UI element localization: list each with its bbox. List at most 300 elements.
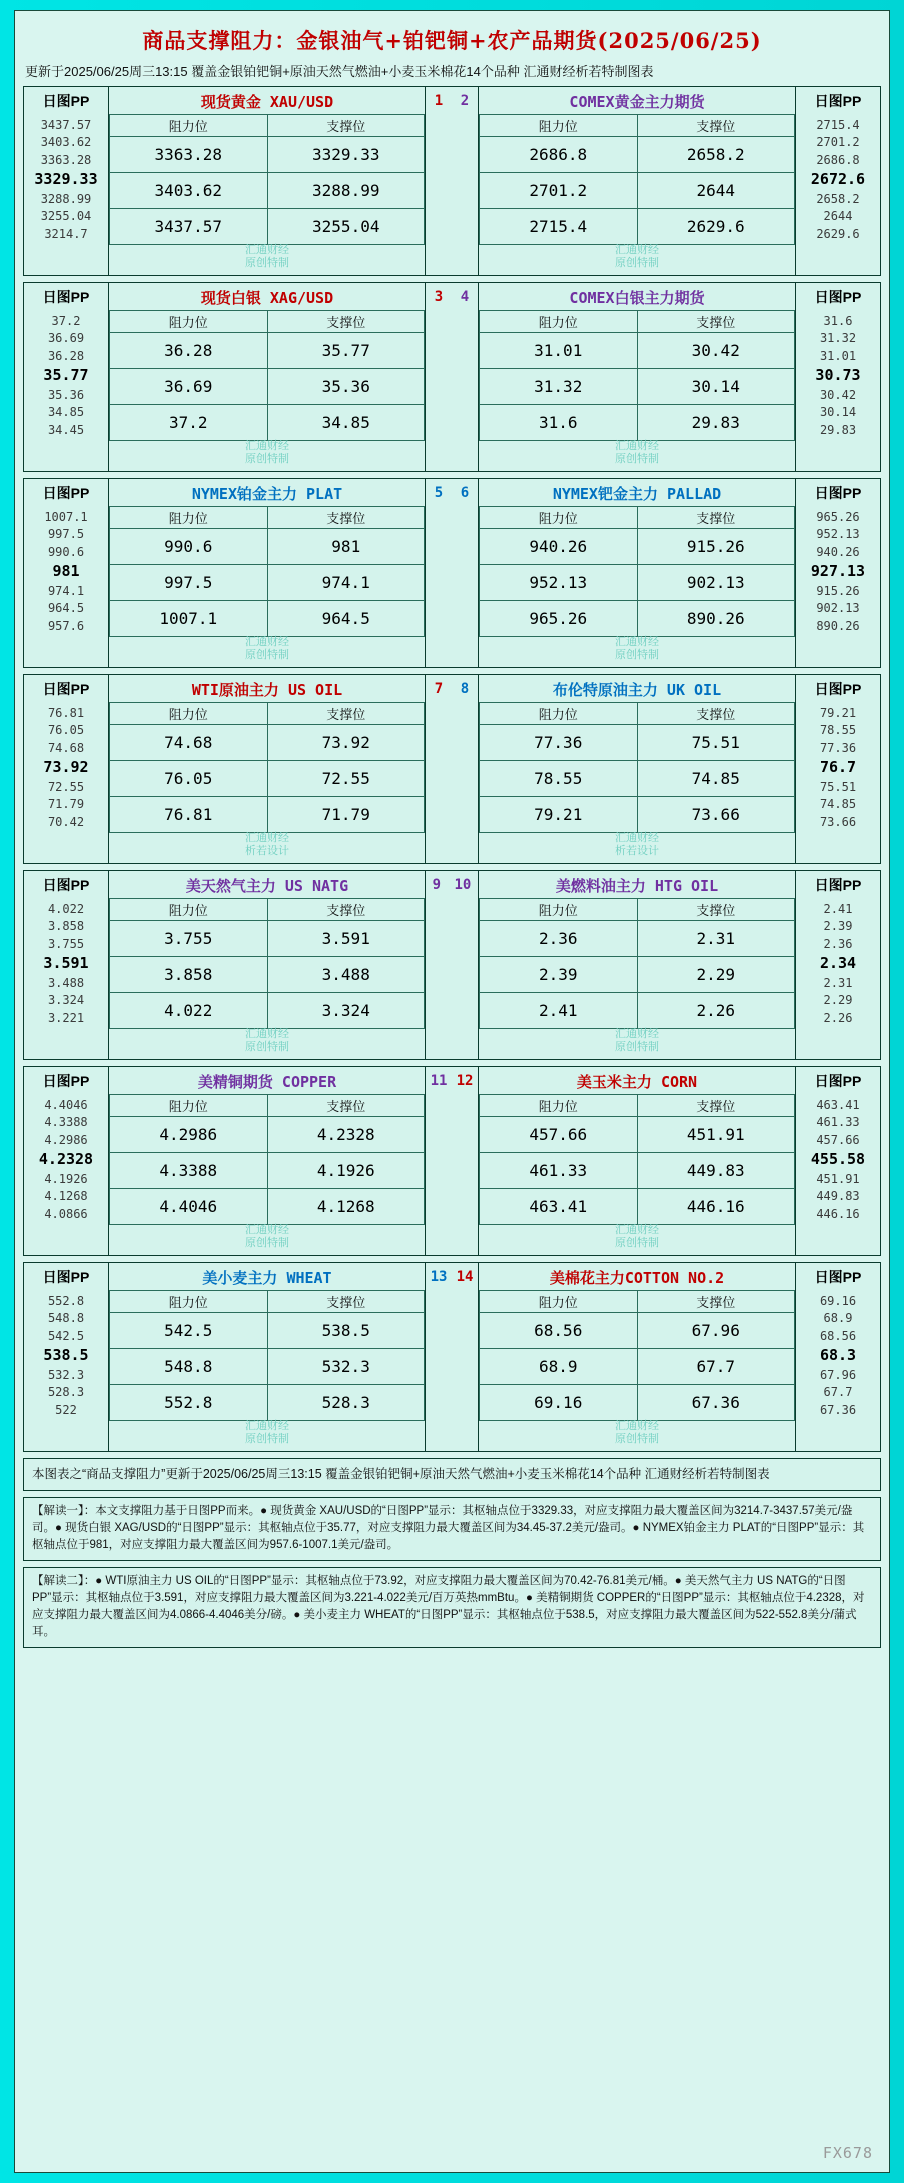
resistance-header: 阻力位: [110, 1291, 268, 1313]
support-resistance-table: [479, 1290, 795, 1421]
level-value: 68.9: [823, 1311, 853, 1326]
support-cell: 538.5: [267, 1313, 425, 1349]
level-value: 72.55: [47, 779, 85, 794]
resistance-cell: 31.32: [480, 369, 638, 405]
resistance-cell: 31.01: [480, 333, 638, 369]
table-row: [480, 333, 795, 369]
level-value: 30.42: [819, 387, 857, 402]
panel-watermark: 汇通财经 原创特制: [245, 1419, 289, 1446]
resistance-cell: 2701.2: [480, 173, 638, 209]
support-header: 支撑位: [637, 1095, 795, 1117]
table-row: [480, 601, 795, 637]
panel-index: 2: [460, 93, 470, 109]
level-value: 74.68: [47, 740, 85, 755]
level-value: 76.81: [47, 706, 85, 720]
level-value: 4.2986: [44, 1132, 88, 1147]
pivot-point-value: 4.2328: [38, 1150, 94, 1169]
support-cell: 3.324: [267, 993, 425, 1029]
table-row: [480, 1349, 795, 1385]
support-resistance-table: [109, 1094, 425, 1225]
level-value: 77.36: [819, 740, 857, 755]
table-row: [480, 173, 795, 209]
resistance-header: 阻力位: [480, 1095, 638, 1117]
support-cell: 2.29: [637, 957, 795, 993]
level-value: 890.26: [816, 618, 860, 633]
resistance-cell: 4.4046: [110, 1189, 268, 1225]
resistance-cell: 3.755: [110, 921, 268, 957]
resistance-cell: 3403.62: [110, 173, 268, 209]
level-value: 915.26: [816, 583, 860, 598]
level-value: 67.36: [819, 1402, 857, 1417]
support-cell: 4.2328: [267, 1117, 425, 1153]
support-cell: 3288.99: [267, 173, 425, 209]
panel-watermark: 汇通财经 析若设计: [245, 831, 289, 858]
support-resistance-table: [109, 1290, 425, 1421]
support-header: 支撑位: [637, 311, 795, 333]
table-row: [110, 1349, 425, 1385]
support-cell: 451.91: [637, 1117, 795, 1153]
level-value: 37.2: [51, 314, 81, 328]
table-row: [480, 1385, 795, 1421]
level-value: 36.69: [47, 331, 85, 346]
panel-watermark: 汇通财经 原创特制: [245, 635, 289, 662]
resistance-cell: 68.9: [480, 1349, 638, 1385]
resistance-cell: 457.66: [480, 1117, 638, 1153]
day-pp-header: 日图PP: [42, 1269, 90, 1285]
pivot-point-value: 73.92: [43, 758, 89, 777]
table-row: [110, 1385, 425, 1421]
level-value: 3.755: [47, 936, 85, 951]
level-value: 67.96: [819, 1367, 857, 1382]
support-resistance-table: [479, 506, 795, 637]
level-value: 997.5: [47, 527, 85, 542]
pivot-point-value: 76.7: [819, 758, 857, 777]
support-cell: 74.85: [637, 761, 795, 797]
resistance-cell: 78.55: [480, 761, 638, 797]
instrument-row: [23, 674, 881, 864]
table-row: [110, 137, 425, 173]
table-row: [110, 797, 425, 833]
instrument-panel: [478, 479, 796, 667]
level-value: 552.8: [47, 1294, 85, 1308]
panel-index: 14: [456, 1269, 474, 1285]
support-resistance-table: [109, 702, 425, 833]
panel-watermark: 汇通财经 原创特制: [615, 439, 659, 466]
support-resistance-table: [479, 1094, 795, 1225]
support-cell: 71.79: [267, 797, 425, 833]
panel-index: 12: [456, 1073, 474, 1089]
support-cell: 67.7: [637, 1349, 795, 1385]
instrument-panel: [478, 87, 796, 275]
level-value: 2658.2: [816, 191, 860, 206]
instrument-panel: [108, 871, 426, 1059]
support-header: 支撑位: [637, 899, 795, 921]
resistance-cell: 2.41: [480, 993, 638, 1029]
level-value: 457.66: [816, 1132, 860, 1147]
level-value: 31.32: [819, 331, 857, 346]
resistance-cell: 76.81: [110, 797, 268, 833]
table-row: [480, 725, 795, 761]
support-cell: 35.77: [267, 333, 425, 369]
level-value: 451.91: [816, 1171, 860, 1186]
level-value: 3363.28: [40, 152, 92, 167]
support-cell: 4.1926: [267, 1153, 425, 1189]
resistance-cell: 79.21: [480, 797, 638, 833]
pivot-levels-column: [24, 479, 108, 667]
level-value: 70.42: [47, 814, 85, 829]
resistance-cell: 463.41: [480, 1189, 638, 1225]
resistance-header: 阻力位: [110, 899, 268, 921]
day-pp-header: 日图PP: [42, 877, 90, 893]
instrument-row: [23, 86, 881, 276]
level-value: 3.488: [47, 975, 85, 990]
support-cell: 446.16: [637, 1189, 795, 1225]
support-header: 支撑位: [267, 899, 425, 921]
level-value: 34.85: [47, 405, 85, 420]
instrument-row: [23, 282, 881, 472]
table-row: [110, 725, 425, 761]
support-header: 支撑位: [637, 115, 795, 137]
level-value: 528.3: [47, 1385, 85, 1400]
level-value: 3403.62: [40, 135, 92, 150]
support-resistance-table: [109, 114, 425, 245]
support-header: 支撑位: [637, 703, 795, 725]
day-pp-header: 日图PP: [814, 1269, 862, 1285]
panel-index: 13: [430, 1269, 448, 1285]
panel-index-pair: [426, 1067, 478, 1255]
support-cell: 974.1: [267, 565, 425, 601]
instrument-name: COMEX白银主力期货: [569, 289, 705, 307]
level-value: 461.33: [816, 1115, 860, 1130]
instrument-panel: [478, 871, 796, 1059]
table-row: [110, 1189, 425, 1225]
panel-index-pair: [426, 283, 478, 471]
table-row: [480, 209, 795, 245]
level-value: 965.26: [816, 510, 860, 524]
resistance-cell: 68.56: [480, 1313, 638, 1349]
support-resistance-table: [109, 898, 425, 1029]
level-value: 2.41: [823, 902, 853, 916]
table-row: [480, 529, 795, 565]
support-header: 支撑位: [637, 507, 795, 529]
instrument-name: 美燃料油主力 HTG OIL: [555, 877, 719, 895]
table-row: [480, 1117, 795, 1153]
level-value: 4.0866: [44, 1206, 88, 1221]
level-value: 67.7: [823, 1385, 853, 1400]
table-row: [480, 1153, 795, 1189]
report-card: [14, 10, 890, 2173]
level-value: 2686.8: [816, 152, 860, 167]
support-resistance-table: [109, 310, 425, 441]
table-row: [480, 1313, 795, 1349]
table-row: [480, 761, 795, 797]
resistance-cell: 2686.8: [480, 137, 638, 173]
day-pp-header: 日图PP: [42, 681, 90, 697]
support-resistance-table: [479, 702, 795, 833]
table-row: [110, 601, 425, 637]
level-value: 3288.99: [40, 191, 92, 206]
level-value: 29.83: [819, 422, 857, 437]
instrument-name: 美精铜期货 COPPER: [197, 1073, 337, 1091]
level-value: 3.221: [47, 1010, 85, 1025]
level-value: 2.31: [823, 975, 853, 990]
resistance-cell: 990.6: [110, 529, 268, 565]
instrument-panel: [108, 479, 426, 667]
day-pp-header: 日图PP: [42, 485, 90, 501]
instrument-name: 美棉花主力COTTON NO.2: [549, 1269, 725, 1287]
resistance-header: 阻力位: [110, 507, 268, 529]
table-row: [110, 565, 425, 601]
day-pp-header: 日图PP: [42, 289, 90, 305]
instrument-name: NYMEX铂金主力 PLAT: [191, 485, 343, 503]
panel-watermark: 汇通财经 原创特制: [615, 1419, 659, 1446]
resistance-cell: 3.858: [110, 957, 268, 993]
panel-index: 3: [434, 289, 444, 305]
support-resistance-table: [479, 310, 795, 441]
support-cell: 73.66: [637, 797, 795, 833]
level-value: 2.29: [823, 993, 853, 1008]
level-value: 2701.2: [816, 135, 860, 150]
instrument-panel: [478, 675, 796, 863]
resistance-cell: 37.2: [110, 405, 268, 441]
panel-watermark: 汇通财经 原创特制: [615, 1223, 659, 1250]
resistance-header: 阻力位: [110, 703, 268, 725]
pivot-point-value: 3.591: [43, 954, 89, 973]
instrument-name: 美小麦主力 WHEAT: [202, 1269, 332, 1287]
level-value: 68.56: [819, 1328, 857, 1343]
support-cell: 528.3: [267, 1385, 425, 1421]
support-cell: 67.96: [637, 1313, 795, 1349]
pivot-levels-column: [796, 1263, 880, 1451]
table-row: [110, 369, 425, 405]
page-title: 商品支撑阻力：金银油气+铂钯铜+农产品期货(2025/06/25): [142, 28, 762, 53]
panel-watermark: 汇通财经 原创特制: [615, 635, 659, 662]
level-value: 964.5: [47, 601, 85, 616]
support-header: 支撑位: [267, 1095, 425, 1117]
support-cell: 449.83: [637, 1153, 795, 1189]
level-value: 542.5: [47, 1328, 85, 1343]
support-resistance-table: [479, 114, 795, 245]
support-cell: 902.13: [637, 565, 795, 601]
level-value: 1007.1: [44, 510, 88, 524]
resistance-cell: 3363.28: [110, 137, 268, 173]
instrument-name: 布伦特原油主力 UK OIL: [552, 681, 722, 699]
level-value: 30.14: [819, 405, 857, 420]
resistance-cell: 542.5: [110, 1313, 268, 1349]
resistance-cell: 461.33: [480, 1153, 638, 1189]
support-header: 支撑位: [267, 507, 425, 529]
panel-index-pair: [426, 871, 478, 1059]
pivot-levels-column: [24, 1067, 108, 1255]
support-cell: 73.92: [267, 725, 425, 761]
table-row: [480, 957, 795, 993]
level-value: 974.1: [47, 583, 85, 598]
day-pp-header: 日图PP: [814, 485, 862, 501]
pivot-point-value: 981: [52, 562, 80, 581]
level-value: 2644: [823, 209, 853, 224]
support-cell: 35.36: [267, 369, 425, 405]
instrument-row: [23, 870, 881, 1060]
pivot-point-value: 3329.33: [34, 170, 98, 189]
level-value: 34.45: [47, 422, 85, 437]
resistance-cell: 3437.57: [110, 209, 268, 245]
level-value: 957.6: [47, 618, 85, 633]
table-row: [110, 761, 425, 797]
level-value: 73.66: [819, 814, 857, 829]
reading-note-2: 【解读二】：● WTI原油主力 US OIL的“日图PP”显示：其枢轴点位于73.92，对应支撑阻力最大覆盖区间为70.42-76.81美元/桶。● 美天然气主力 US NATG的“日图PP”显示：其枢轴点位于3.591，对应支撑阻力最大覆盖区间为3.221-4.022美元/百万英热mmBtu。● 美精铜期货 COPPER的“日图PP”显示：其枢轴点位于4.2328，对应支撑阻力最大覆盖区间为4.0866-4.4046美分/磅。● 美小麦主力 WHEAT的“日图PP”显示：其枢轴点位于538.5，对应支撑阻力最大覆盖区间为522-552.8美分/蒲式耳。: [23, 1567, 881, 1648]
instrument-name: 现货白银 XAG/USD: [200, 289, 334, 307]
pivot-point-value: 30.73: [815, 366, 861, 385]
support-header: 支撑位: [637, 1291, 795, 1313]
support-cell: 34.85: [267, 405, 425, 441]
day-pp-header: 日图PP: [814, 289, 862, 305]
level-value: 2.36: [823, 936, 853, 951]
support-header: 支撑位: [267, 1291, 425, 1313]
support-cell: 4.1268: [267, 1189, 425, 1225]
table-row: [480, 993, 795, 1029]
instrument-name: 现货黄金 XAU/USD: [200, 93, 334, 111]
resistance-cell: 4.3388: [110, 1153, 268, 1189]
level-value: 31.01: [819, 348, 857, 363]
level-value: 3214.7: [44, 226, 88, 241]
support-header: 支撑位: [267, 703, 425, 725]
instrument-name: 美天然气主力 US NATG: [185, 877, 349, 895]
instrument-panel: [108, 87, 426, 275]
level-value: 3.324: [47, 993, 85, 1008]
pivot-levels-column: [24, 871, 108, 1059]
resistance-header: 阻力位: [110, 311, 268, 333]
level-value: 3255.04: [40, 209, 92, 224]
resistance-cell: 77.36: [480, 725, 638, 761]
resistance-cell: 2.39: [480, 957, 638, 993]
support-cell: 2.31: [637, 921, 795, 957]
brand-watermark: FX678: [822, 2144, 873, 2162]
level-value: 463.41: [816, 1098, 860, 1112]
panel-watermark: 汇通财经 原创特制: [245, 1223, 289, 1250]
level-value: 31.6: [823, 314, 853, 328]
panel-watermark: 汇通财经 原创特制: [615, 243, 659, 270]
table-row: [480, 1189, 795, 1225]
resistance-header: 阻力位: [480, 1291, 638, 1313]
level-value: 2629.6: [816, 226, 860, 241]
panel-watermark: 汇通财经 析若设计: [615, 831, 659, 858]
panel-watermark: 汇通财经 原创特制: [245, 439, 289, 466]
table-row: [110, 921, 425, 957]
pivot-levels-column: [24, 675, 108, 863]
pivot-point-value: 2672.6: [810, 170, 866, 189]
pivot-point-value: 2.34: [819, 954, 857, 973]
table-row: [480, 405, 795, 441]
resistance-cell: 69.16: [480, 1385, 638, 1421]
support-cell: 72.55: [267, 761, 425, 797]
table-row: [110, 1153, 425, 1189]
level-value: 4.1926: [44, 1171, 88, 1186]
support-cell: 915.26: [637, 529, 795, 565]
resistance-cell: 997.5: [110, 565, 268, 601]
table-row: [110, 173, 425, 209]
resistance-cell: 552.8: [110, 1385, 268, 1421]
level-value: 449.83: [816, 1189, 860, 1204]
resistance-header: 阻力位: [110, 115, 268, 137]
pivot-levels-column: [24, 283, 108, 471]
instrument-panel: [108, 675, 426, 863]
table-row: [110, 993, 425, 1029]
panel-index: 10: [454, 877, 472, 893]
panel-watermark: 汇通财经 原创特制: [245, 1027, 289, 1054]
support-cell: 75.51: [637, 725, 795, 761]
panel-index: 1: [434, 93, 444, 109]
panel-index: 9: [432, 877, 442, 893]
pivot-point-value: 538.5: [43, 1346, 89, 1365]
pivot-levels-column: [796, 283, 880, 471]
level-value: 78.55: [819, 723, 857, 738]
panel-index: 8: [460, 681, 470, 697]
support-cell: 2.26: [637, 993, 795, 1029]
instrument-panel: [478, 283, 796, 471]
level-value: 2.39: [823, 919, 853, 934]
support-cell: 3.488: [267, 957, 425, 993]
panel-index-pair: [426, 675, 478, 863]
resistance-cell: 2715.4: [480, 209, 638, 245]
support-cell: 2658.2: [637, 137, 795, 173]
instrument-panel: [478, 1067, 796, 1255]
day-pp-header: 日图PP: [814, 877, 862, 893]
instrument-name: COMEX黄金主力期货: [569, 93, 705, 111]
day-pp-header: 日图PP: [42, 93, 90, 109]
instrument-row: [23, 1066, 881, 1256]
resistance-cell: 76.05: [110, 761, 268, 797]
panel-watermark: 汇通财经 原创特制: [615, 1027, 659, 1054]
reading-note-1: 【解读一】：本文支撑阻力基于日图PP而来。● 现货黄金 XAU/USD的“日图PP”显示：其枢轴点位于3329.33，对应支撑阻力最大覆盖区间为3214.7-3437.57美元/盎司。● 现货白银 XAG/USD的“日图PP”显示：其枢轴点位于35.77，对应支撑阻力最大覆盖区间为34.45-37.2美元/盎司。● NYMEX铂金主力 PLAT的“日图PP”显示：其枢轴点位于981，对应支撑阻力最大覆盖区间为957.6-1007.1美元/盎司。: [23, 1497, 881, 1561]
level-value: 2.26: [823, 1010, 853, 1025]
level-value: 4.022: [47, 902, 85, 916]
level-value: 4.3388: [44, 1115, 88, 1130]
resistance-cell: 4.2986: [110, 1117, 268, 1153]
resistance-cell: 31.6: [480, 405, 638, 441]
support-resistance-table: [479, 898, 795, 1029]
pivot-levels-column: [796, 87, 880, 275]
resistance-cell: 952.13: [480, 565, 638, 601]
pivot-levels-column: [796, 479, 880, 667]
resistance-cell: 74.68: [110, 725, 268, 761]
support-cell: 890.26: [637, 601, 795, 637]
panel-watermark: 汇通财经 原创特制: [245, 243, 289, 270]
support-cell: 67.36: [637, 1385, 795, 1421]
support-cell: 30.14: [637, 369, 795, 405]
pivot-levels-column: [796, 1067, 880, 1255]
table-row: [110, 333, 425, 369]
support-cell: 3329.33: [267, 137, 425, 173]
pivot-levels-column: [796, 675, 880, 863]
level-value: 990.6: [47, 544, 85, 559]
resistance-cell: 965.26: [480, 601, 638, 637]
panel-index: 4: [460, 289, 470, 305]
table-row: [480, 137, 795, 173]
level-value: 3.858: [47, 919, 85, 934]
panel-index: 11: [430, 1073, 448, 1089]
table-row: [110, 405, 425, 441]
resistance-cell: 4.022: [110, 993, 268, 1029]
level-value: 71.79: [47, 797, 85, 812]
panel-index-pair: [426, 87, 478, 275]
support-cell: 3255.04: [267, 209, 425, 245]
support-cell: 964.5: [267, 601, 425, 637]
instrument-name: NYMEX钯金主力 PALLAD: [552, 485, 722, 503]
day-pp-header: 日图PP: [814, 681, 862, 697]
instrument-row: [23, 1262, 881, 1452]
instrument-panel: [478, 1263, 796, 1451]
pivot-point-value: 927.13: [810, 562, 866, 581]
